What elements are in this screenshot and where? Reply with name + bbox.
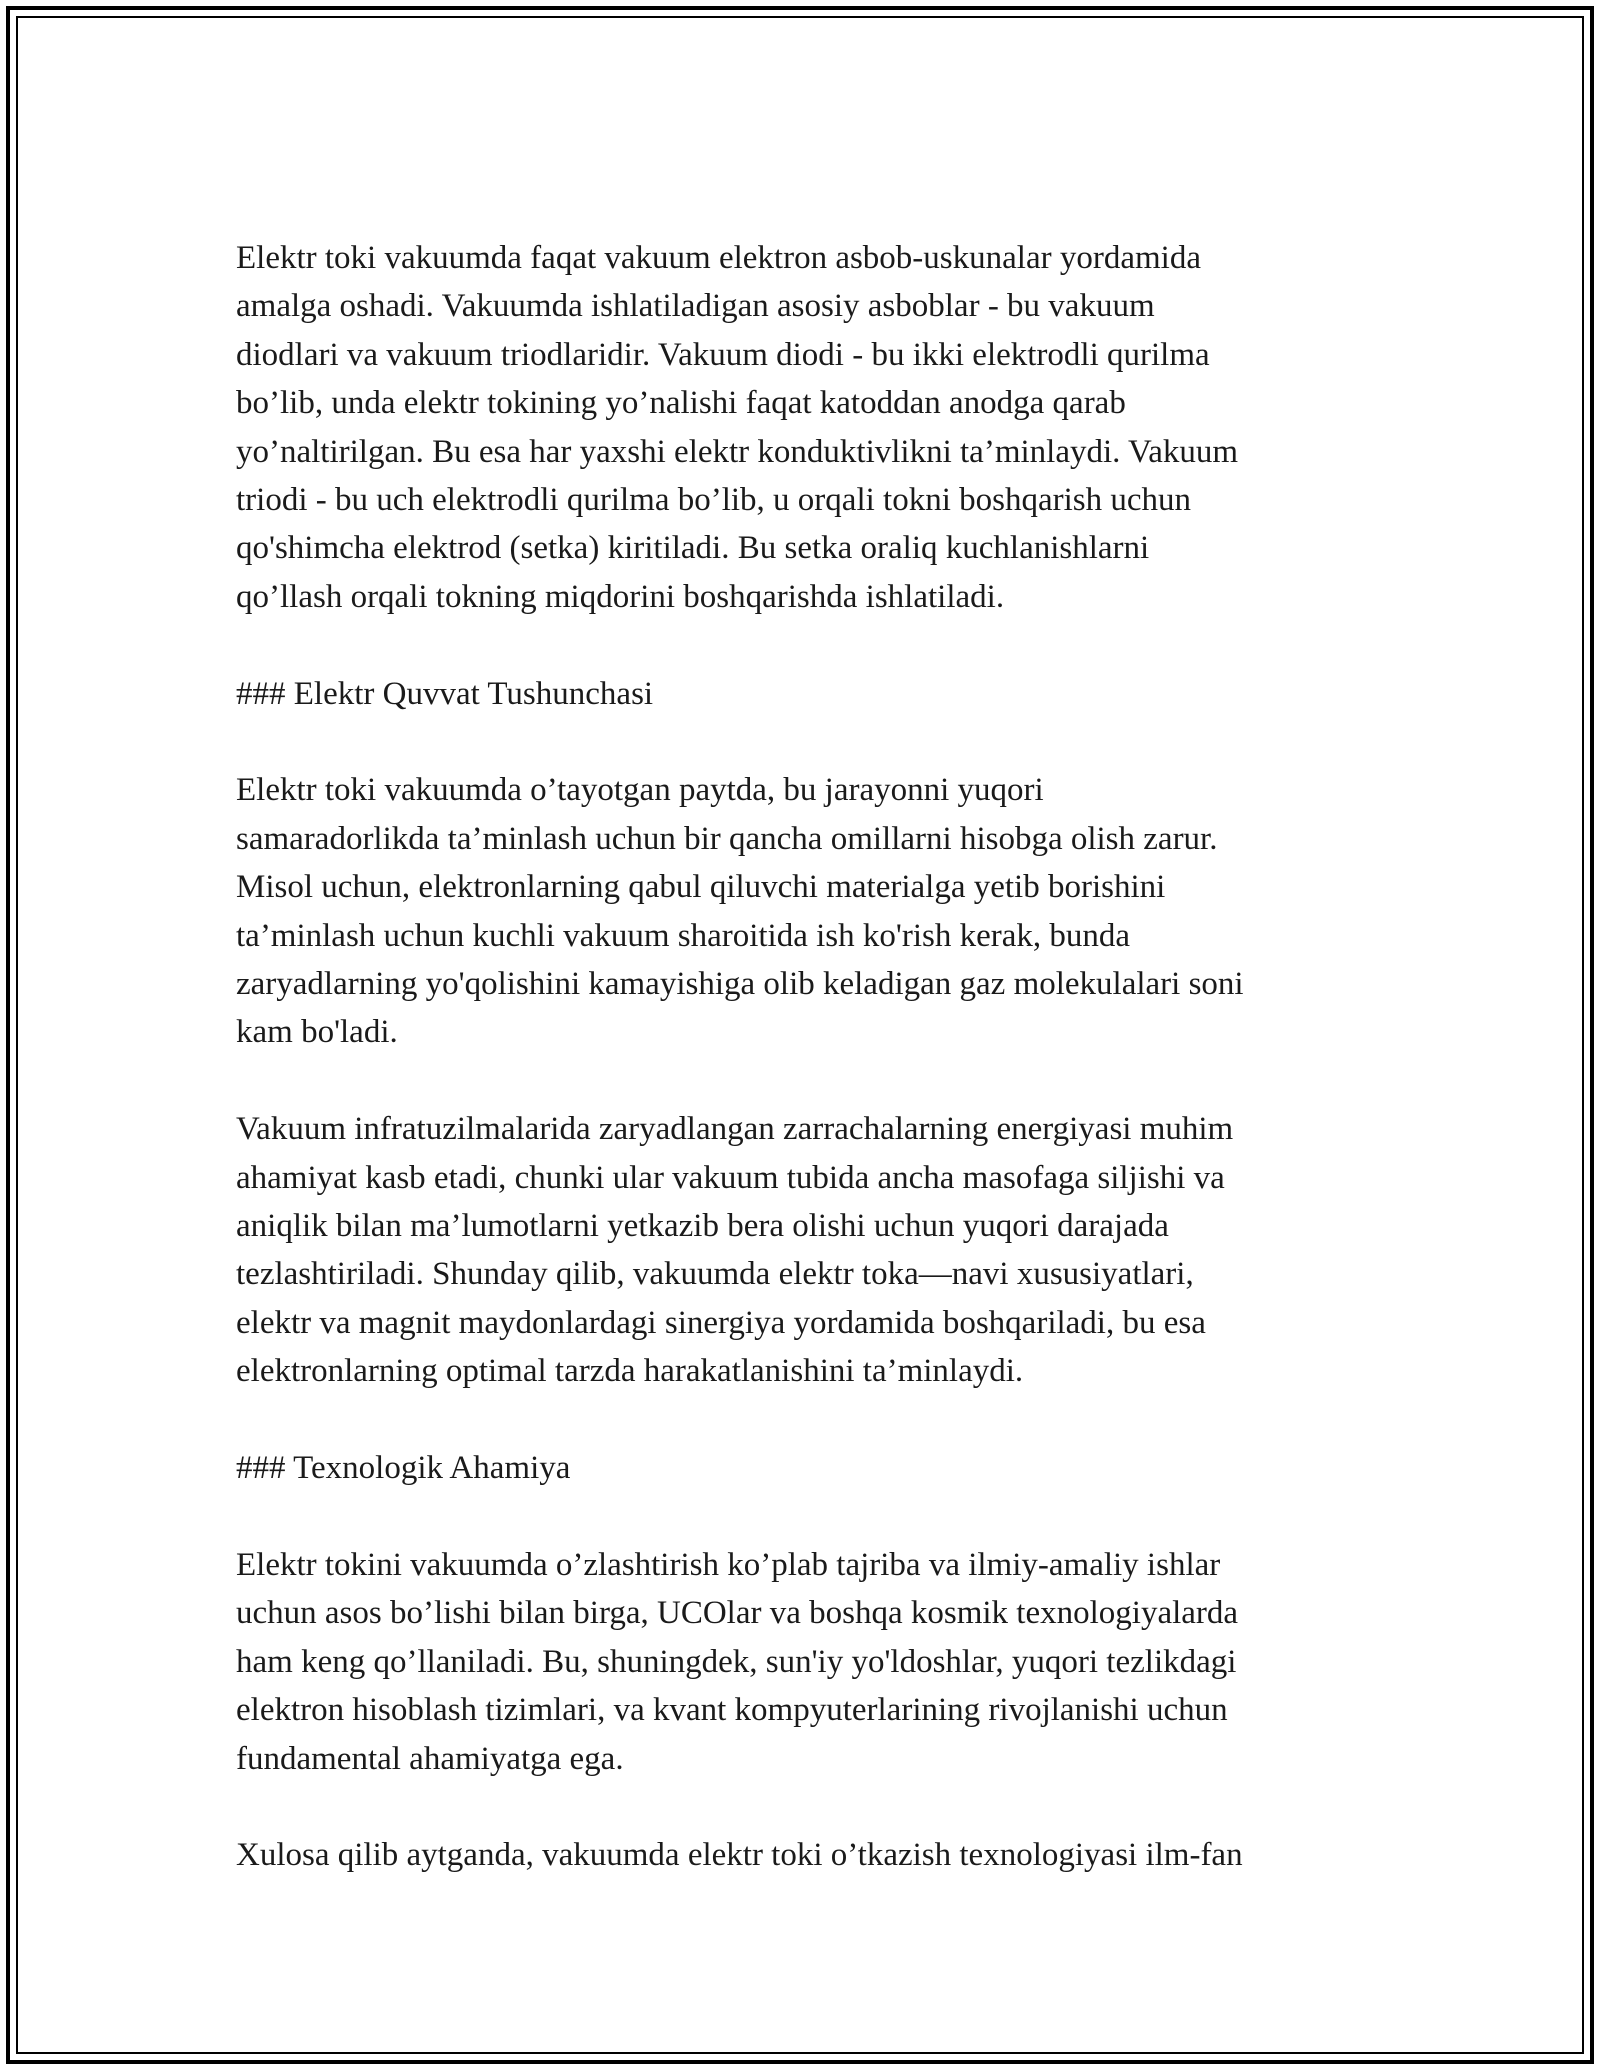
paragraph-intro xyxy=(236,234,1386,621)
text-line: triodi - bu uch elektrodli qurilma bo’lib, u orqali tokni boshqarish uchun xyxy=(236,482,1192,519)
text-line: ta’minlash uchun kuchli vakuum sharoitida ish ko'rish kerak, bunda xyxy=(236,917,1131,954)
text-line: Elektr toki vakuumda faqat vakuum elektron asbob-uskunalar yordamida xyxy=(236,240,1201,276)
paragraph-texnologik-ahamiya xyxy=(236,1541,1386,1783)
text-line: Misol uchun, elektronlarning qabul qiluvchi materialga yetib borishini xyxy=(236,869,1166,906)
text-line: elektron hisoblash tizimlari, va kvant kompyuterlarining rivojlanishi uchun xyxy=(236,1692,1228,1729)
text-line: Vakuum infratuzilmalarida zaryadlangan zarrachalarning energiyasi muhim xyxy=(236,1111,1234,1148)
paragraph-elektr-quvvat-1 xyxy=(236,766,1386,1056)
paragraph-elektr-quvvat-2 xyxy=(236,1105,1386,1395)
text-line: aniqlik bilan ma’lumotlarni yetkazib bera olishi uchun yuqori darajada xyxy=(236,1208,1169,1245)
text-line: yo’naltirilgan. Bu esa har yaxshi elektr konduktivlikni ta’minlaydi. Vakuum xyxy=(236,433,1239,470)
text-line: uchun asos bo’lishi bilan birga, UCOlar va boshqa kosmik texnologiyalarda xyxy=(236,1595,1239,1632)
heading-text: ### Texnologik Ahamiya xyxy=(236,1450,571,1487)
text-line: fundamental ahamiyatga ega. xyxy=(236,1740,624,1777)
document-body xyxy=(236,234,1386,1928)
text-line: Xulosa qilib aytganda, vakuumda elektr toki o’tkazish texnologiyasi ilm-fan xyxy=(236,1837,1243,1874)
text-line: bo’lib, unda elektr tokining yo’nalishi faqat katoddan anodga qarab xyxy=(236,385,1126,422)
text-line: amalga oshadi. Vakuumda ishlatiladigan asosiy asboblar - bu vakuum xyxy=(236,288,1155,325)
text-line: qo'shimcha elektrod (setka) kiritiladi. Bu setka oraliq kuchlanishlarni xyxy=(236,530,1150,567)
paragraph-xulosa xyxy=(236,1831,1386,1879)
text-line: Elektr toki vakuumda o’tayotgan paytda, bu jarayonni yuqori xyxy=(236,772,1044,809)
text-line: elektr va magnit maydonlardagi sinergiya yordamida boshqariladi, bu esa xyxy=(236,1304,1206,1341)
text-line: Elektr tokini vakuumda o’zlashtirish ko’plab tajriba va ilmiy-amaliy ishlar xyxy=(236,1546,1221,1583)
text-line: ahamiyat kasb etadi, chunki ular vakuum tubida ancha masofaga siljishi va xyxy=(236,1159,1225,1196)
text-line: samaradorlikda ta’minlash uchun bir qancha omillarni hisobga olish zarur. xyxy=(236,820,1218,857)
text-line: diodlari va vakuum triodlaridir. Vakuum diodi - bu ikki elektrodli qurilma xyxy=(236,336,1210,373)
text-line: elektronlarning optimal tarzda harakatlanishini ta’minlaydi. xyxy=(236,1353,1024,1390)
heading-text: ### Elektr Quvvat Tushunchasi xyxy=(236,675,654,712)
text-line: zaryadlarning yo'qolishini kamayishiga olib keladigan gaz molekulalari soni xyxy=(236,966,1244,1003)
text-line: ham keng qo’llaniladi. Bu, shuningdek, sun'iy yo'ldoshlar, yuqori tezlikdagi xyxy=(236,1643,1237,1680)
text-line: tezlashtiriladi. Shunday qilib, vakuumda elektr toka—navi xususiyatlari, xyxy=(236,1256,1194,1293)
section-heading-texnologik-ahamiya xyxy=(236,1444,1386,1492)
text-line: kam bo'ladi. xyxy=(236,1014,398,1051)
text-line: qo’llash orqali tokning miqdorini boshqarishda ishlatiladi. xyxy=(236,578,1005,615)
section-heading-elektr-quvvat xyxy=(236,670,1386,718)
